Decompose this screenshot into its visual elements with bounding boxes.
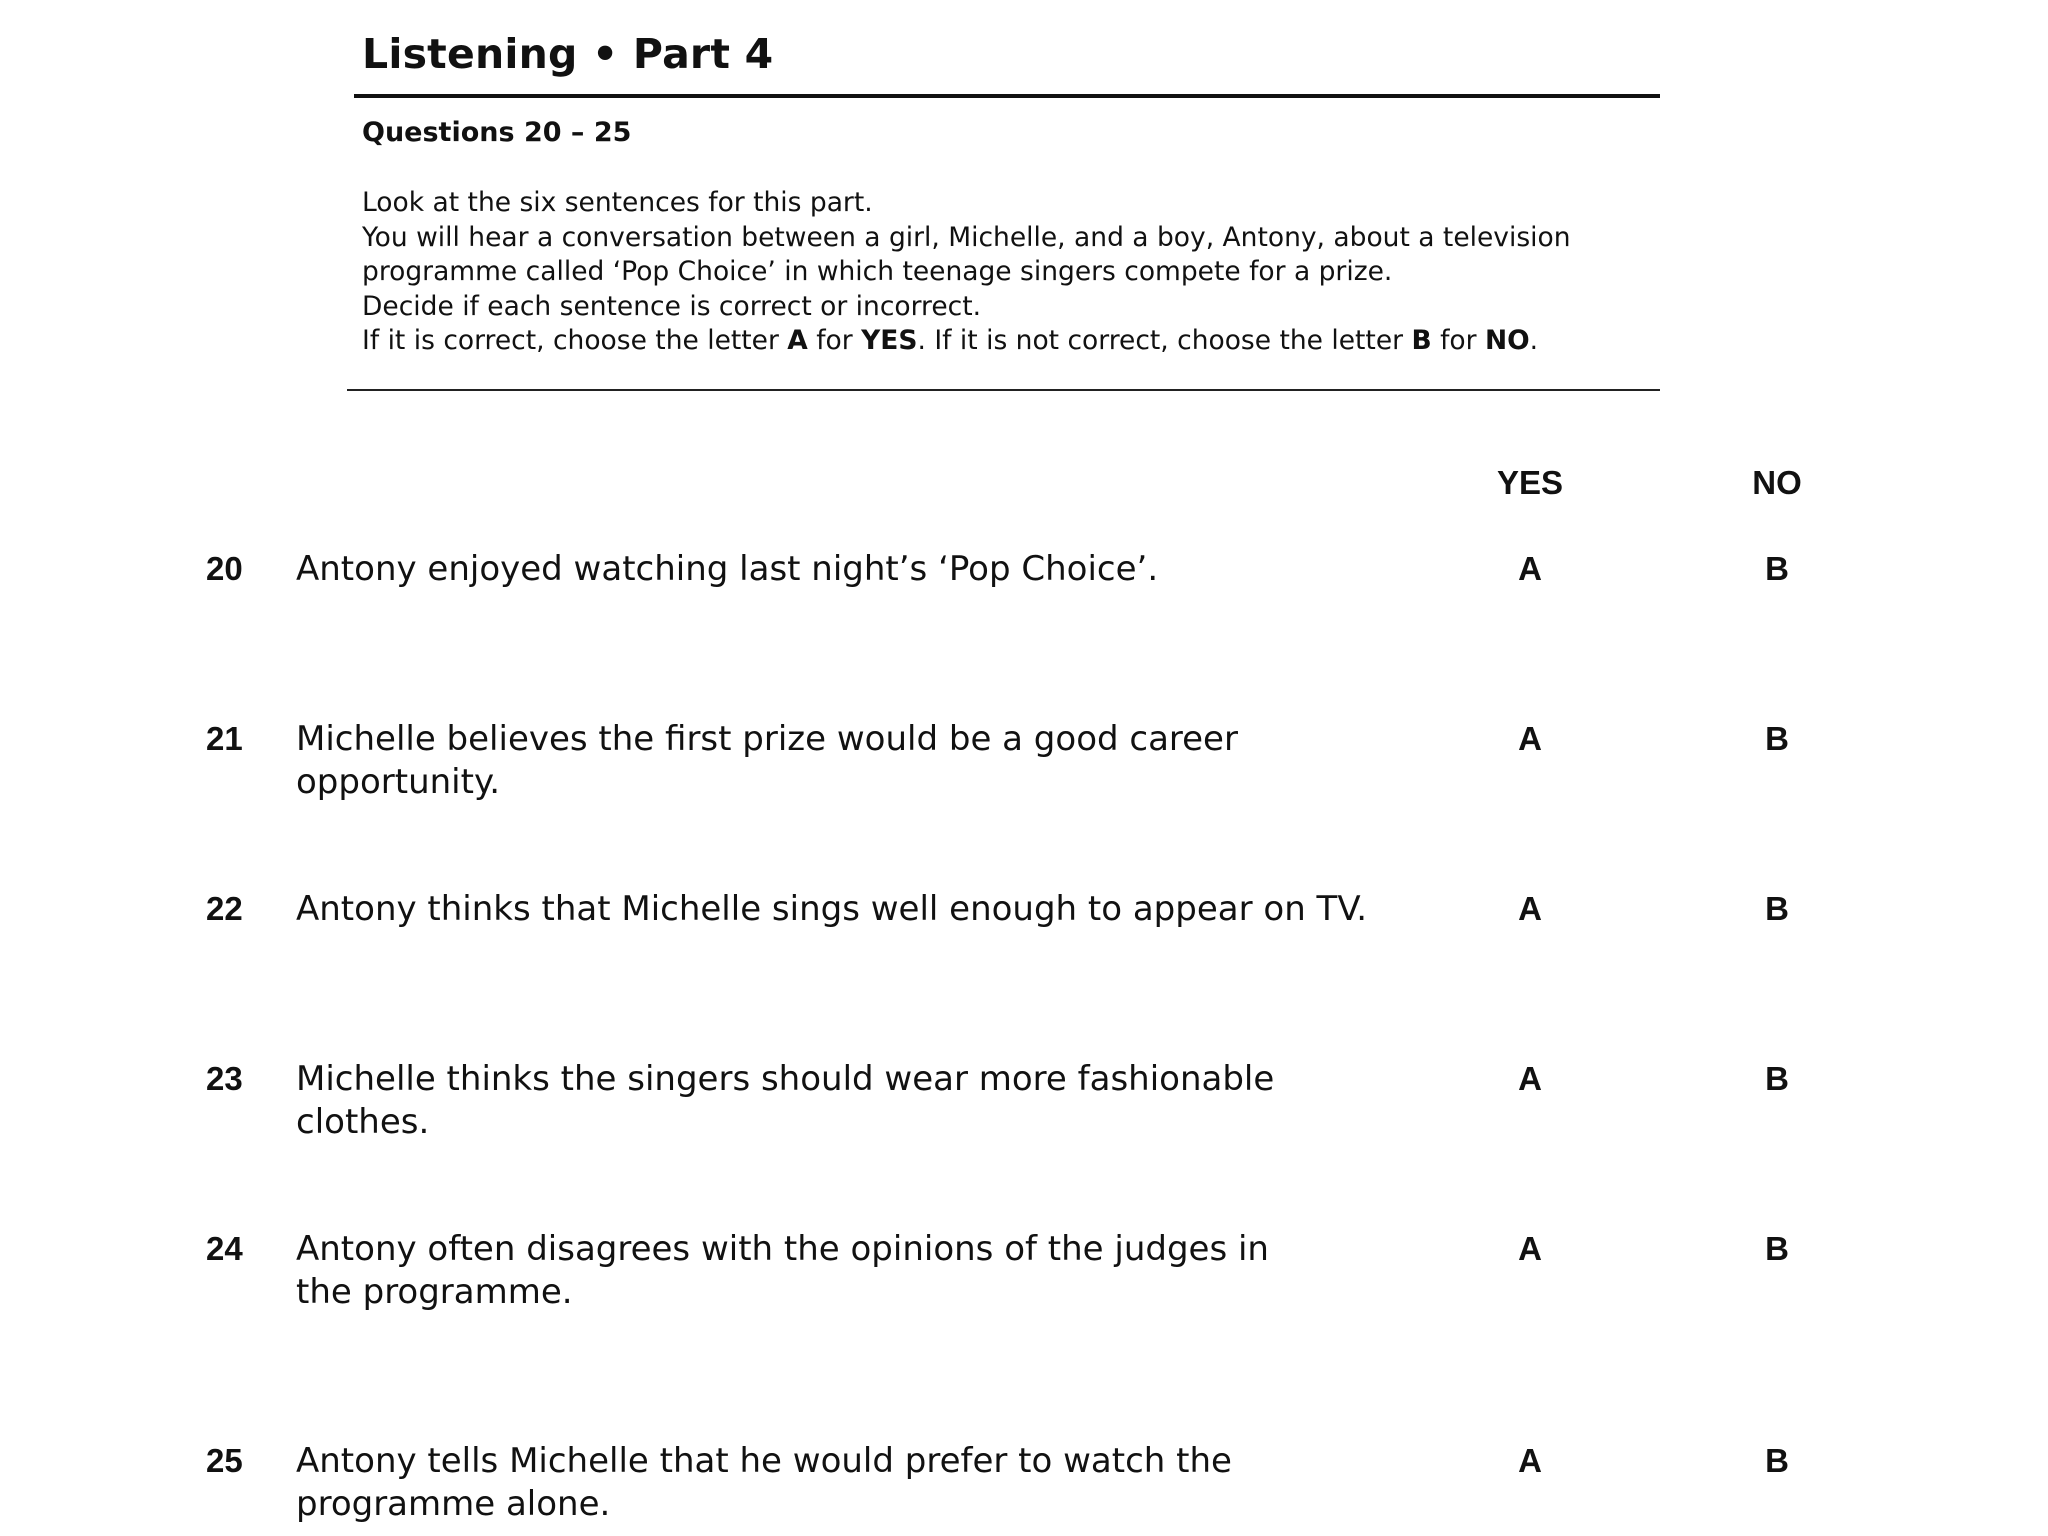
question-text: Michelle thinks the singers should wear more fashionable clothes. [296,1059,1275,1142]
question-number: 20 [206,550,243,587]
instruction-yes: YES [861,325,918,356]
option-a-yes[interactable]: A [1518,890,1542,927]
question-text: Antony thinks that Michelle sings well enough to appear on TV. [296,889,1367,929]
page-title: Listening • Part 4 [362,30,774,78]
instruction-no: NO [1484,325,1530,356]
instruction-letter-b: B [1411,325,1432,356]
option-a-yes[interactable]: A [1518,1230,1542,1267]
option-a-yes[interactable]: A [1518,550,1542,587]
question-row-23 [0,1060,2048,1150]
yes-column-header: YES [1496,464,1564,501]
question-number: 23 [206,1060,243,1097]
question-row-22 [0,890,2048,980]
question-text: Antony enjoyed watching last night’s ‘Pop Choice’. [296,549,1159,589]
option-b-no[interactable]: B [1765,720,1789,757]
question-number: 24 [206,1230,243,1267]
option-a-yes[interactable]: A [1518,720,1542,757]
option-b-no[interactable]: B [1765,1230,1789,1267]
question-text: Michelle believes the first prize would be a good career opportunity. [296,719,1238,802]
question-text: Antony often disagrees with the opinions of the judges in the programme. [296,1229,1269,1312]
option-b-no[interactable]: B [1765,550,1789,587]
question-row-24 [0,1230,2048,1320]
option-b-no[interactable]: B [1765,1060,1789,1097]
question-number: 21 [206,720,243,757]
instruction-line: programme called ‘Pop Choice’ in which teenage singers compete for a prize. [362,256,1393,287]
question-row-25 [0,1442,2048,1532]
question-row-20 [0,550,2048,640]
question-number: 25 [206,1442,243,1479]
instruction-letter-a: A [787,325,808,356]
instruction-text: If it is correct, choose the letter [362,325,788,356]
instruction-line: You will hear a conversation between a girl, Michelle, and a boy, Antony, about a television [362,221,1571,253]
no-column-header: NO [1752,464,1802,501]
title-divider [354,94,1660,98]
instruction-line: Look at the six sentences for this part. [362,187,873,218]
option-a-yes[interactable]: A [1518,1442,1542,1479]
instructions [362,186,1571,359]
option-b-no[interactable]: B [1765,1442,1789,1479]
instruction-text: for [807,325,862,356]
option-b-no[interactable]: B [1765,890,1789,927]
instruction-line [362,324,1571,359]
option-a-yes[interactable]: A [1518,1060,1542,1097]
instruction-text: . [1529,325,1539,356]
question-text: Antony tells Michelle that he would prefer to watch the programme alone. [296,1441,1232,1524]
questions-range: Questions 20 – 25 [362,117,632,148]
question-row-21 [0,720,2048,810]
instruction-line: Decide if each sentence is correct or incorrect. [362,290,982,322]
instruction-text: for [1431,325,1485,356]
instructions-divider [347,389,1660,391]
instruction-text: . If it is not correct, choose the letter [917,325,1412,356]
question-number: 22 [206,890,243,927]
